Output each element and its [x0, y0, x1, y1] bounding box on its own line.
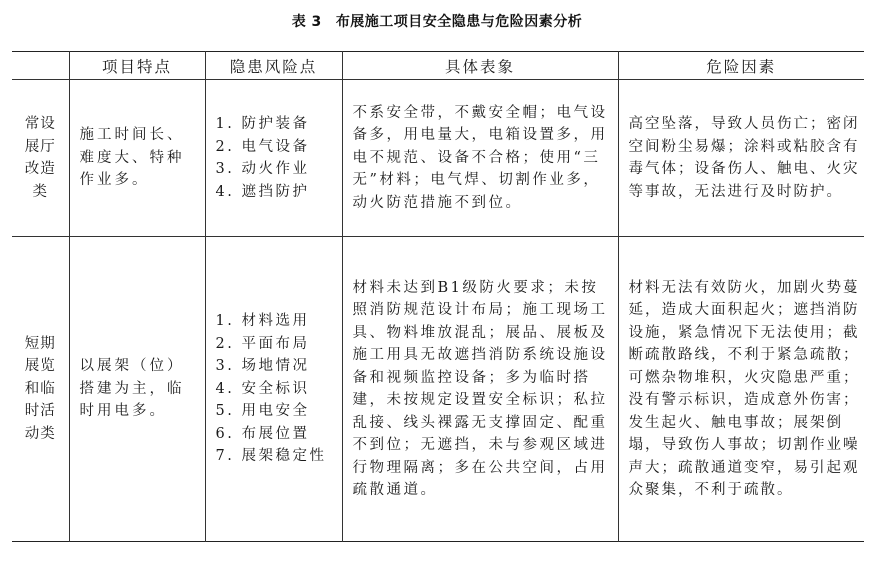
category-label: 常设展厅改造类	[24, 116, 56, 200]
table-title: 布展施工项目安全隐患与危险因素分析	[335, 14, 583, 30]
header-manifestation: 具体表象	[342, 52, 618, 80]
features-cell: 施工时间长、难度大、特种作业多。	[69, 80, 205, 237]
features-cell: 以展架（位）搭建为主，临时用电多。	[69, 237, 205, 542]
risk-item: 4. 遮挡防护	[215, 183, 310, 200]
risk-item: 1. 防护装备	[215, 116, 310, 132]
category-label: 短期展览和临时活动类	[24, 335, 56, 442]
hazard-analysis-table	[12, 51, 864, 542]
table-row	[12, 80, 864, 237]
risk-points-cell	[205, 237, 342, 542]
table-header-row	[12, 52, 864, 80]
category-cell	[12, 237, 69, 542]
header-features: 项目特点	[69, 52, 205, 80]
hazard-factors-cell: 材料无法有效防火，加剧火势蔓延，造成大面积起火；遮挡消防设施，紧急情况下无法使用；截断疏散路线，不利于紧急疏散；可燃杂物堆积，火灾隐患严重；没有警示标识，造成意外伤害；发生起火、触电事故；展架倒塌，导致伤人事故；切割作业噪声大；疏散通道变窄，易引起观众聚集，不利于疏散。	[618, 237, 864, 542]
manifestation-cell: 材料未达到B1级防火要求；未按照消防规范设计布局；施工现场工具、物料堆放混乱；展品、展板及施工用具无故遮挡消防系统设施设备和视频监控设备；多为临时搭建，未按规定设置安全标识；私拉乱接、线头裸露无支撑固定、配重不到位；无遮挡，未与参观区域进行物理隔离；多在公共空间，占用疏散通道。	[342, 237, 618, 542]
risk-item: 3. 动火作业	[215, 161, 310, 177]
risk-item: 2. 平面布局	[215, 335, 310, 352]
category-cell	[12, 80, 69, 237]
risk-item: 7. 展架稳定性	[215, 448, 327, 465]
risk-item: 5. 用电安全	[215, 403, 310, 420]
hazard-factors-cell: 高空坠落，导致人员伤亡；密闭空间粉尘易爆；涂料或粘胶含有毒气体；设备伤人、触电、火灾等事故，无法进行及时防护。	[618, 80, 864, 237]
risk-item: 4. 安全标识	[215, 380, 310, 397]
table-caption	[0, 11, 874, 31]
header-risk-points: 隐患风险点	[205, 52, 342, 80]
risk-item: 2. 电气设备	[215, 138, 310, 155]
risk-item: 1. 材料选用	[215, 313, 310, 330]
risk-item: 3. 场地情况	[215, 358, 310, 375]
table-row	[12, 237, 864, 542]
risk-item: 6. 布展位置	[215, 425, 310, 442]
table-number: 表 3	[291, 14, 322, 30]
header-category	[12, 52, 69, 80]
manifestation-cell: 不系安全带，不戴安全帽；电气设备多，用电量大，电箱设置多，用电不规范、设备不合格；使用“三无”材料；电气焊、切割作业多，动火防范措施不到位。	[342, 80, 618, 237]
header-hazard-factors: 危险因素	[618, 52, 864, 80]
risk-points-cell	[205, 80, 342, 237]
